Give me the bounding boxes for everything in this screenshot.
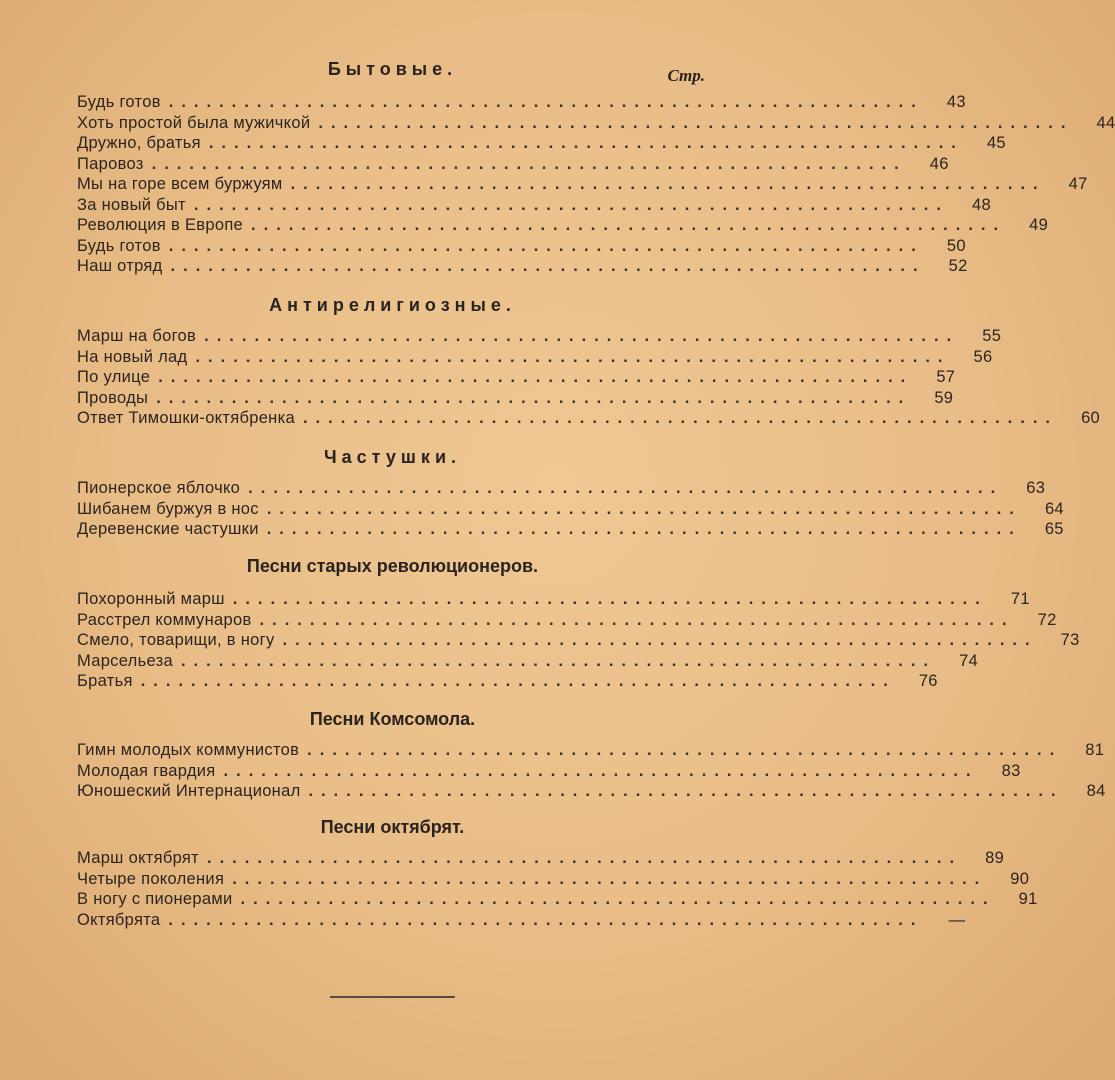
dot-leader: ............................................................ bbox=[266, 520, 1022, 538]
entry-title: По улице bbox=[77, 368, 151, 386]
dot-leader: ............................................................ bbox=[240, 890, 996, 908]
toc-entry bbox=[77, 154, 949, 175]
entry-title: Братья bbox=[77, 672, 133, 690]
dot-leader: ............................................................ bbox=[170, 257, 926, 275]
toc-entry bbox=[77, 589, 1030, 610]
dot-leader: ............................................................ bbox=[259, 610, 1015, 629]
toc-entry bbox=[77, 781, 1106, 802]
toc-entry bbox=[77, 215, 1049, 236]
dot-leader: ............................................................ bbox=[282, 631, 1038, 649]
toc-entry bbox=[77, 671, 938, 692]
entry-page: 55 bbox=[982, 327, 1002, 345]
entry-title: На новый лад bbox=[77, 347, 188, 366]
entry-page: 64 bbox=[1044, 499, 1064, 518]
toc-entry bbox=[77, 388, 954, 409]
entry-title: Будь готов bbox=[77, 236, 161, 255]
entry-title: За новый быт bbox=[77, 195, 186, 214]
dot-leader: ............................................................ bbox=[302, 409, 1059, 427]
entry-title: Марсельеза bbox=[77, 651, 173, 670]
section-heading: Песни октябрят. bbox=[320, 817, 465, 837]
dot-leader: ............................................................ bbox=[232, 590, 988, 608]
toc-entry bbox=[77, 761, 1021, 782]
entry-title: Октябрята bbox=[77, 910, 161, 929]
toc-entry bbox=[77, 195, 991, 216]
entry-page: 56 bbox=[973, 347, 993, 366]
toc-section bbox=[77, 326, 1101, 429]
toc-section bbox=[77, 589, 1080, 692]
section-heading: Антирелигиозные. bbox=[269, 295, 516, 315]
toc-entry bbox=[77, 889, 1038, 910]
entry-title: Похоронный марш bbox=[77, 590, 225, 608]
entry-title: Шибанем буржуя в нос bbox=[77, 499, 259, 518]
entry-page: 81 bbox=[1085, 741, 1105, 759]
toc-section bbox=[77, 92, 1115, 277]
entry-title: Расстрел коммунаров bbox=[77, 610, 252, 629]
page-column-label: Стр. bbox=[667, 66, 705, 85]
toc-entry bbox=[77, 478, 1046, 499]
toc-entry bbox=[77, 869, 1030, 890]
entry-page: 89 bbox=[985, 849, 1005, 867]
dot-leader: ............................................................ bbox=[151, 154, 907, 173]
dot-leader: ............................................................ bbox=[156, 388, 912, 407]
toc-entry bbox=[77, 630, 1080, 651]
toc-entry bbox=[77, 848, 1005, 869]
entry-page: 48 bbox=[972, 195, 991, 214]
dot-leader: ............................................................ bbox=[248, 479, 1004, 497]
dot-leader: ............................................................ bbox=[195, 347, 951, 366]
dot-leader: ............................................................ bbox=[140, 672, 896, 690]
entry-page: 90 bbox=[1010, 869, 1030, 888]
dot-leader: ............................................................ bbox=[168, 93, 924, 111]
entry-title: Хоть простой была мужичкой bbox=[77, 113, 311, 132]
toc-entry bbox=[77, 113, 1115, 134]
dot-leader: ............................................................ bbox=[158, 368, 914, 386]
entry-page: 91 bbox=[1018, 890, 1038, 908]
entry-title: Молодая гвардия bbox=[77, 761, 216, 780]
section-heading: Песни Комсомола. bbox=[309, 709, 476, 729]
entry-page: 57 bbox=[936, 368, 956, 386]
dot-leader: ............................................................ bbox=[193, 195, 949, 214]
entry-title: Деревенские частушки bbox=[77, 520, 259, 538]
dot-leader: ............................................................ bbox=[266, 499, 1022, 518]
entry-title: Смело, товарищи, в ногу bbox=[77, 631, 275, 649]
entry-page: 43 bbox=[946, 93, 966, 111]
entry-page: 72 bbox=[1037, 610, 1057, 629]
toc-entry bbox=[77, 174, 1088, 195]
dot-leader: ............................................................ bbox=[204, 327, 960, 345]
entry-title: Дружно, братья bbox=[77, 134, 201, 152]
dot-leader: ............................................................ bbox=[168, 236, 924, 255]
entry-title: Гимн молодых коммунистов bbox=[77, 741, 300, 759]
entry-title: Мы на горе всем буржуям bbox=[77, 175, 283, 193]
toc-entry bbox=[77, 92, 966, 113]
toc-entry bbox=[77, 499, 1064, 520]
entry-title: Наш отряд bbox=[77, 257, 163, 275]
toc-section bbox=[77, 848, 1038, 930]
toc-entry bbox=[77, 519, 1064, 540]
entry-page: 50 bbox=[946, 236, 966, 255]
entry-page: 74 bbox=[959, 651, 979, 670]
dot-leader: ............................................................ bbox=[223, 761, 979, 780]
toc-section bbox=[77, 740, 1106, 802]
entry-page: 63 bbox=[1026, 479, 1046, 497]
toc-entry bbox=[77, 910, 966, 931]
entry-title: Пионерское яблочко bbox=[77, 479, 241, 497]
toc-entry bbox=[77, 651, 979, 672]
entry-title: В ногу с пионерами bbox=[77, 890, 233, 908]
section-heading: Бытовые. bbox=[327, 59, 458, 79]
entry-page: 45 bbox=[986, 134, 1006, 152]
dot-leader: ............................................................ bbox=[290, 175, 1046, 193]
entry-page: 49 bbox=[1029, 216, 1049, 234]
dot-leader: ............................................................ bbox=[308, 782, 1064, 800]
dot-leader: ............................................................ bbox=[168, 910, 924, 929]
entry-page: 83 bbox=[1001, 761, 1021, 780]
section-heading: Частушки. bbox=[323, 447, 462, 467]
entry-page: 71 bbox=[1010, 590, 1030, 608]
entry-title: Революция в Европе bbox=[77, 216, 244, 234]
toc-entry bbox=[77, 367, 956, 388]
entry-page: 73 bbox=[1060, 631, 1080, 649]
toc-entry bbox=[77, 610, 1057, 631]
toc-entry bbox=[77, 133, 1006, 154]
section-heading: Песни старых революционеров. bbox=[246, 556, 539, 576]
entry-page: 76 bbox=[918, 672, 938, 690]
entry-page: — bbox=[948, 910, 966, 929]
dot-leader: ............................................................ bbox=[307, 741, 1063, 759]
dot-leader: ............................................................ bbox=[251, 216, 1007, 234]
dot-leader: ............................................................ bbox=[208, 134, 964, 152]
toc-entry bbox=[77, 347, 993, 368]
toc-entry bbox=[77, 408, 1101, 429]
entry-page: 47 bbox=[1068, 175, 1088, 193]
toc-entry bbox=[77, 256, 968, 277]
entry-title: Марш октябрят bbox=[77, 849, 200, 867]
closing-rule bbox=[330, 996, 455, 998]
entry-page: 60 bbox=[1081, 409, 1101, 427]
dot-leader: ............................................................ bbox=[318, 113, 1074, 132]
entry-title: Будь готов bbox=[77, 93, 161, 111]
entry-page: 52 bbox=[948, 257, 968, 275]
entry-page: 44 bbox=[1096, 113, 1115, 132]
entry-page: 59 bbox=[934, 388, 954, 407]
toc-section bbox=[77, 478, 1064, 540]
toc-entry bbox=[77, 740, 1105, 761]
entry-page: 46 bbox=[929, 154, 949, 173]
dot-leader: ............................................................ bbox=[232, 869, 988, 888]
entry-title: Паровоз bbox=[77, 154, 144, 173]
entry-title: Проводы bbox=[77, 388, 149, 407]
entry-title: Юношеский Интернационал bbox=[77, 782, 301, 800]
entry-title: Ответ Тимошки-октябренка bbox=[77, 409, 295, 427]
entry-title: Четыре поколения bbox=[77, 869, 225, 888]
toc-entry bbox=[77, 236, 966, 257]
entry-page: 84 bbox=[1086, 782, 1106, 800]
entry-title: Марш на богов bbox=[77, 327, 197, 345]
dot-leader: ............................................................ bbox=[180, 651, 937, 670]
entry-page: 65 bbox=[1044, 520, 1064, 538]
toc-entry bbox=[77, 326, 1002, 347]
dot-leader: ............................................................ bbox=[207, 849, 963, 867]
